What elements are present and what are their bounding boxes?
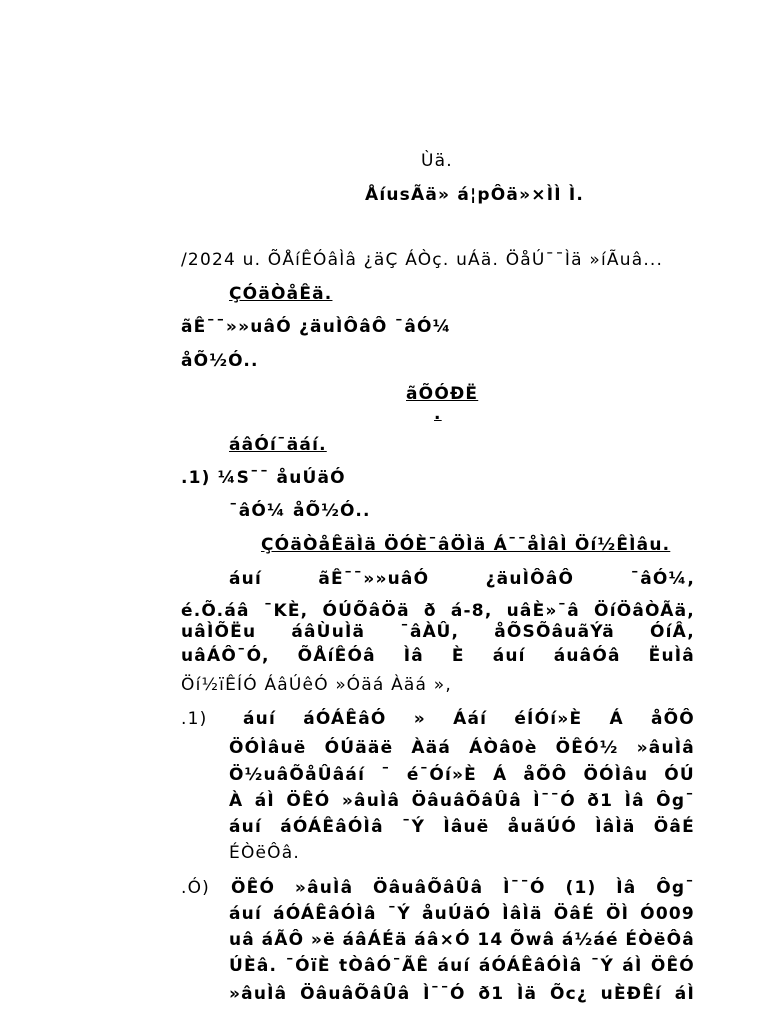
word: Ì¯¯Ó bbox=[533, 791, 576, 811]
clause-1-number: .1) bbox=[181, 709, 208, 729]
word: áuí bbox=[229, 569, 263, 589]
word: Ó009 bbox=[640, 904, 695, 924]
word: »âuÌâ bbox=[229, 984, 288, 1004]
word: ¯KÈ, bbox=[263, 601, 309, 621]
word: áÓÁÊâÓÌâ bbox=[280, 817, 384, 837]
word: åuÚäÓ bbox=[421, 904, 492, 924]
word: uâÈ»¯â bbox=[506, 601, 580, 621]
word: Ì¯¯Ó bbox=[503, 878, 546, 898]
word: ÓÚÕâÖä bbox=[322, 601, 410, 621]
word: áuí bbox=[437, 956, 471, 976]
clause-2-number: .Ó) bbox=[181, 878, 211, 898]
word: Ì¯¯Ó bbox=[423, 984, 466, 1004]
subheading-2: ÇÓäÒåÊäÌä ÖÓÈ¯âÖÌä Á¯¯åÌâÌ Öí½ÊÌâu. bbox=[261, 535, 671, 555]
word: Àäá bbox=[411, 738, 452, 758]
clause-1-line-5 bbox=[229, 816, 695, 838]
word: (1) bbox=[565, 878, 597, 898]
word: uÈÐÊí bbox=[600, 984, 663, 1004]
word: ð1 bbox=[478, 984, 505, 1004]
word: ÉÒëÔâ bbox=[625, 930, 695, 950]
word: Á bbox=[609, 709, 624, 729]
word: åÕÔ bbox=[650, 709, 695, 729]
word: ÖâuâÕâÛâ bbox=[373, 878, 484, 898]
word: é¯Óí»È bbox=[406, 765, 477, 785]
word: éÍÓí»È bbox=[514, 709, 583, 729]
header-line-1: Ùä. bbox=[421, 151, 453, 171]
item-1-line-1: .1) ¼S¯¯ åuÚäÓ bbox=[181, 468, 346, 488]
word: ÖÊÓ bbox=[650, 956, 695, 976]
word: á½áé bbox=[561, 930, 619, 950]
word: áÌ bbox=[674, 984, 695, 1004]
word: áuí bbox=[492, 646, 526, 666]
word: ÓÚ bbox=[664, 765, 695, 785]
word: ÖÓÌâuë bbox=[229, 738, 307, 758]
word: ÖÊÓ bbox=[286, 791, 331, 811]
clause-2-line-1 bbox=[231, 877, 695, 899]
para-1-line-2 bbox=[181, 600, 695, 622]
clause-2-line-2 bbox=[229, 903, 695, 925]
word: uâÁÔ¯Ó, bbox=[181, 646, 270, 666]
word: »âuÌâ bbox=[636, 738, 695, 758]
para-1-line-3 bbox=[181, 621, 695, 643]
section-label: áâÓí¯äáí. bbox=[229, 435, 327, 455]
word: áÓÁÊâÓ bbox=[303, 709, 387, 729]
word: ÁÒâ0è bbox=[469, 738, 538, 758]
word: áuí bbox=[229, 817, 263, 837]
word: ÓÚääë bbox=[324, 738, 394, 758]
word: ¯Ý bbox=[590, 956, 614, 976]
word: åÕSÕâuãÝä bbox=[494, 622, 615, 642]
word: ¯ bbox=[381, 765, 391, 785]
word: ð bbox=[423, 601, 437, 621]
word: áuí bbox=[243, 709, 277, 729]
salutation-heading: ÇÓäÒåÊä. bbox=[229, 284, 333, 304]
word: uâÌÕËu bbox=[181, 622, 257, 642]
word: á-8, bbox=[450, 601, 493, 621]
word: ÖíÖâÒÃä, bbox=[594, 601, 695, 621]
clause-1-line-2 bbox=[229, 737, 695, 759]
word: ËuÌâ bbox=[648, 646, 695, 666]
clause-1-line-3 bbox=[229, 764, 695, 786]
word: Ö½uâÕåÛâáí bbox=[229, 765, 366, 785]
word: ÖÌ bbox=[605, 904, 630, 924]
word: Ìâuë bbox=[443, 817, 490, 837]
clause-1-line-4 bbox=[229, 790, 695, 812]
word: Á bbox=[493, 765, 508, 785]
word: 14 bbox=[477, 930, 504, 950]
date-line: /2024 u. ÕÅíÊÓâÌâ ¿äÇ ÁÒç. uÁä. ÖåÚ¯¯Ìä »íÃuâ... bbox=[181, 250, 664, 270]
word: Ìâ bbox=[624, 791, 645, 811]
word: À bbox=[229, 791, 244, 811]
word: Ìä bbox=[517, 984, 538, 1004]
clause-2-line-4 bbox=[229, 955, 695, 977]
word: tÒâÓ¯ÃÊ bbox=[339, 956, 430, 976]
word: ÖâuâÕâÛâ bbox=[411, 791, 522, 811]
word: áâ×Ó bbox=[414, 930, 471, 950]
word: Õc¿ bbox=[549, 984, 588, 1004]
intro-line-3: ãÊ¯¯»»uâÓ ¿äuÌÔâÔ ¯âÓ¼ bbox=[181, 317, 452, 337]
word: ¯âÀÛ, bbox=[400, 622, 460, 642]
word: áuâÓâ bbox=[553, 646, 621, 666]
word: »âuÌâ bbox=[341, 791, 401, 811]
word: ¯âÓ¼, bbox=[630, 569, 695, 589]
word: ÌâÌä bbox=[502, 904, 543, 924]
clause-2-line-3 bbox=[229, 929, 695, 951]
word: ÖÊÓ½ bbox=[555, 738, 619, 758]
word: é.Õ.áâ bbox=[181, 601, 250, 621]
word: »ë bbox=[310, 930, 336, 950]
word: Ìâ bbox=[403, 646, 424, 666]
word: Ôg¯ bbox=[656, 878, 695, 898]
word: Ìâ bbox=[616, 878, 637, 898]
word: åÕÔ bbox=[523, 765, 568, 785]
clause-1-line-1 bbox=[243, 708, 695, 730]
word: ÖâÉ bbox=[553, 904, 595, 924]
word: ÚÈâ. bbox=[229, 956, 278, 976]
clause-2-line-5 bbox=[229, 983, 695, 1005]
word: åuãÚÓ bbox=[507, 817, 578, 837]
word: ¿äuÌÔâÔ bbox=[485, 569, 575, 589]
word: ¯Ý bbox=[387, 904, 411, 924]
para-1-line-4 bbox=[181, 645, 695, 667]
word: áâÙuÌä bbox=[291, 622, 366, 642]
word: áâÁÉä bbox=[342, 930, 408, 950]
word: áÃÔ bbox=[261, 930, 305, 950]
word: ÖÊÓ bbox=[231, 878, 276, 898]
word: áuí bbox=[229, 904, 263, 924]
word: uâ bbox=[229, 930, 255, 950]
word: Ôg¯ bbox=[656, 791, 695, 811]
section-dot: . bbox=[434, 404, 442, 424]
header-title: ÅíusÃä» á¦pÔä»×ÌÌ Ì. bbox=[365, 185, 585, 205]
word: »âuÌâ bbox=[294, 878, 354, 898]
word: áÓÁÊâÓÌâ bbox=[273, 904, 377, 924]
para-1-line-5: Öí½ïÊÍÓ ÁâÚêÓ »Óäá Àäá », bbox=[181, 675, 452, 695]
word: ÌâÌä bbox=[595, 817, 636, 837]
word: ÕÅíÊÓâ bbox=[297, 646, 376, 666]
clause-1-last-line: ÉÒëÔâ. bbox=[229, 843, 300, 863]
word: ÖâÉ bbox=[653, 817, 695, 837]
word: áÓÁÊâÓÌâ bbox=[478, 956, 583, 976]
word: ãÊ¯¯»»uâÓ bbox=[318, 569, 430, 589]
word: ¯ÓïÈ bbox=[285, 956, 331, 976]
word: » bbox=[413, 709, 426, 729]
word: Ááí bbox=[453, 709, 488, 729]
word: ÓíÂ, bbox=[649, 622, 695, 642]
word: áÌ bbox=[254, 791, 275, 811]
word: ÖâuâÕâÛâ bbox=[300, 984, 411, 1004]
section-title: ãÕÓÐË bbox=[406, 384, 479, 404]
para-1-line-1 bbox=[229, 568, 695, 590]
item-1-line-2: ¯âÓ¼ åÕ½Ó.. bbox=[229, 501, 371, 521]
word: È bbox=[451, 646, 465, 666]
word: ¯Ý bbox=[401, 817, 426, 837]
word: ð1 bbox=[587, 791, 614, 811]
word: Õwâ bbox=[510, 930, 556, 950]
word: áÌ bbox=[622, 956, 643, 976]
word: ÖÓÌâu bbox=[583, 765, 649, 785]
intro-line-4: åÕ½Ó.. bbox=[181, 351, 259, 371]
